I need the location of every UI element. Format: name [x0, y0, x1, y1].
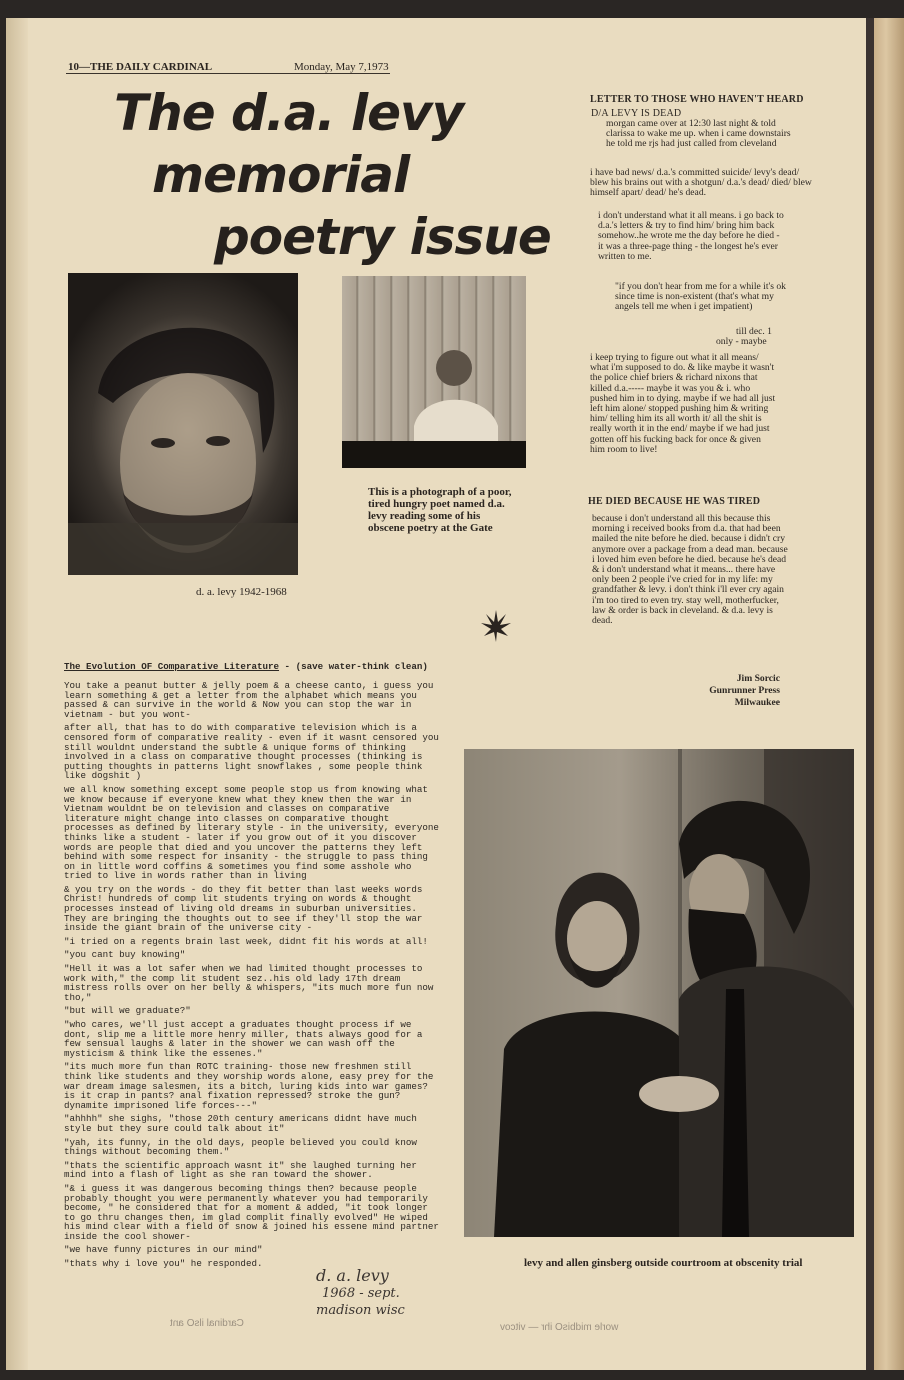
section2-body: because i don't understand all this because this morning i received books from d.a. that had been mailed the nite before he died. because i didn't cry anymore over a package from a dead man. because i loved him even before he died. because he's dead & i don't understand what it means... there have only been 2 people i've cried for in my life: my grandfather & levy. i don't think i'll ever cry again i'm too tired to even try. stay well, motherfucker, law & order is back in cleveland. & d.a. levy is dead.	[592, 513, 788, 627]
portrait-caption: d. a. levy 1942-1968	[196, 586, 287, 598]
essay-paragraph: "its much more fun than ROTC training- those new freshmen still think like students and they worship words alone, easy prey for the war dream image salesmen, its a bitch, luring kids into war games? is it crap in pants? anal fixation repressed? stroke the gun? dynamite imprisoned life forces---"	[64, 1061, 439, 1111]
handwritten-place: madison wisc	[316, 1303, 405, 1318]
reading-photo-caption: This is a photograph of a poor, tired hungry poet named d.a. levy reading some of his obscene poetry at the Gate	[368, 486, 512, 534]
title-line-3: poetry issue	[214, 208, 551, 266]
essay-paragraph: "yah, its funny, in the old days, people believed you could know things without becoming them."	[64, 1136, 423, 1158]
signature-press: Gunrunner Press	[709, 685, 780, 696]
letter-quote: "if you don't hear from me for a while it's ok since time is non-existent (that's what my angels tell me when i get impatient)	[615, 281, 786, 313]
essay-paragraph: "thats the scientific approach wasnt it" she laughed turning her mind into a flash of light as she ran toward the shower.	[64, 1159, 423, 1181]
essay-title-suffix: - (save water-think clean)	[279, 661, 428, 672]
levy-reading-photo	[342, 276, 526, 468]
letter-quote-sign-2: only - maybe	[716, 336, 767, 347]
essay-paragraph: "& i guess it was dangerous becoming things then? because people probably thought you were permanently whatever you had temporarily become, " he considered that for a moment & added, "it took longer to go thru changes then, im glad complit finally evolved" He wiped his mind clear with a field of snow & joined his essene mind partner inside the cool shower-	[64, 1182, 445, 1242]
essay-paragraph: "ahhhh" she sighs, "those 20th century americans didnt have much style but they sure could talk about it"	[64, 1113, 423, 1134]
essay-paragraph: "i tried on a regents brain last week, didnt fit his words at all!	[64, 935, 428, 947]
essay-paragraph: "but will we graduate?"	[64, 1005, 191, 1017]
essay-paragraph: we all know something except some people stop us from knowing what we know because if everyone knew what they knew then the war in Vietnam wouldnt be on television and classes on comparative literature might change into classes on comparative thought processes as defined by literary style - in the university, everyone thinks like a student - later if you grow out of it you discover words are people that died and you uncover the patterns they left behind with some respect for insanity - the struggle to pass thing on in little word coffins & sometimes you find some asshole who tried to live in words rather than in living	[64, 783, 445, 882]
essay-paragraph: You take a peanut butter & jelly poem & a cheese canto, i guess you learn something & get a letter from the alphabet which means you passed & can survive in the world & Now you can stop the war in vietnam - but you wont-	[64, 680, 439, 720]
letter-block-1: morgan came over at 12:30 last night & told clarissa to wake me up. when i came downstairs he told me rjs had just called from cleveland	[606, 118, 791, 150]
courtroom-photo	[464, 749, 854, 1237]
title-line-1: The d.a. levy	[114, 84, 464, 142]
page-label: 10—THE DAILY CARDINAL	[68, 61, 213, 73]
essay-paragraph: "we have funny pictures in our mind"	[64, 1244, 263, 1256]
letter-quote-sign-1: till dec. 1	[736, 326, 772, 337]
essay-paragraph: & you try on the words - do they fit better than last weeks words Christ! hundreds of comp lit students trying on words & thought processes instead of living old dreams in suburban universities. They are bringing the thoughts out to see if they'll stop the war inside the giant brain of the universe city -	[64, 883, 428, 934]
essay-paragraph: "thats why i love you" he responded.	[64, 1258, 263, 1270]
letter-block-2: i have bad news/ d.a.'s committed suicide/ levy's dead/ blew his brains out with a shotgun/ d.a.'s dead/ died/ blew himself apart/ dead/ he's dead.	[590, 167, 812, 199]
letter-block-4: i keep trying to figure out what it all means/ what i'm supposed to do. & like maybe it wasn't the police chief briers & richard nixons that killed d.a.----- maybe it was you & i. who pushed him in to dying. maybe if we had all just left him alone/ stopped pushing him & writing him/ telling him its all worth it/ all the shit is really worth it in the end/ maybe if we had just gotten off his fucking back for once & given him room to live!	[590, 352, 776, 455]
letter-block-3: i don't understand what it all means. i go back to d.a.'s letters & try to find him/ bring him back somehow..he wrote me the day before he died - it was a three-page thing - the longest he's ever written to me.	[598, 210, 784, 262]
essay-paragraph: after all, that has to do with comparative television which is a censored form of comparative reality - even if it wasnt censored you still wouldnt understand the subtle & unique forms of thinking involved in a class on comparative thought processes (thinking is putting thoughts in patterns light snowflakes , some people think like dogshit )	[64, 722, 445, 782]
levy-portrait-photo	[68, 273, 298, 575]
adjacent-page-edge	[874, 18, 904, 1370]
bleed-through-text-1: worle midbisO ihr — vitcov	[500, 1322, 619, 1333]
section2-heading: HE DIED BECAUSE HE WAS TIRED	[588, 496, 761, 507]
essay-paragraph: "who cares, we'll just accept a graduates thought process if we dont, slip me a little more henry miller, thats always good for a few sensual laughs & later in the shower we can wash off the mysticism & think like the essenes."	[64, 1019, 428, 1059]
essay-heading	[64, 662, 454, 672]
sun-ornament-icon	[478, 606, 514, 646]
title-line-2: memorial	[152, 146, 410, 204]
handwritten-date: 1968 - sept.	[322, 1286, 400, 1301]
letter-subheading: D/A LEVY IS DEAD	[591, 108, 682, 119]
signature-name: Jim Sorcic	[736, 673, 780, 684]
issue-date: Monday, May 7,1973	[294, 61, 389, 73]
letter-heading: LETTER TO THOSE WHO HAVEN'T HEARD	[590, 94, 804, 105]
header-rule	[66, 73, 390, 74]
essay-paragraph: "Hell it was a lot safer when we had limited thought processes to work with," the comp lit student sez..his old lady 17th dream mistress rolls over on her belly & whispers, "its much more fun now tho,"	[64, 963, 439, 1003]
handwritten-name: d. a. levy	[316, 1266, 389, 1285]
bleed-through-text-2: Cardinal ilsO ant	[170, 1318, 244, 1329]
essay-body	[64, 681, 444, 1273]
page-fold	[6, 18, 28, 1370]
courtroom-caption: levy and allen ginsberg outside courtroom at obscenity trial	[524, 1257, 803, 1269]
signature-city: Milwaukee	[734, 697, 780, 708]
essay-title: The Evolution OF Comparative Literature	[64, 661, 280, 672]
essay-paragraph: "you cant buy knowing"	[64, 949, 186, 961]
